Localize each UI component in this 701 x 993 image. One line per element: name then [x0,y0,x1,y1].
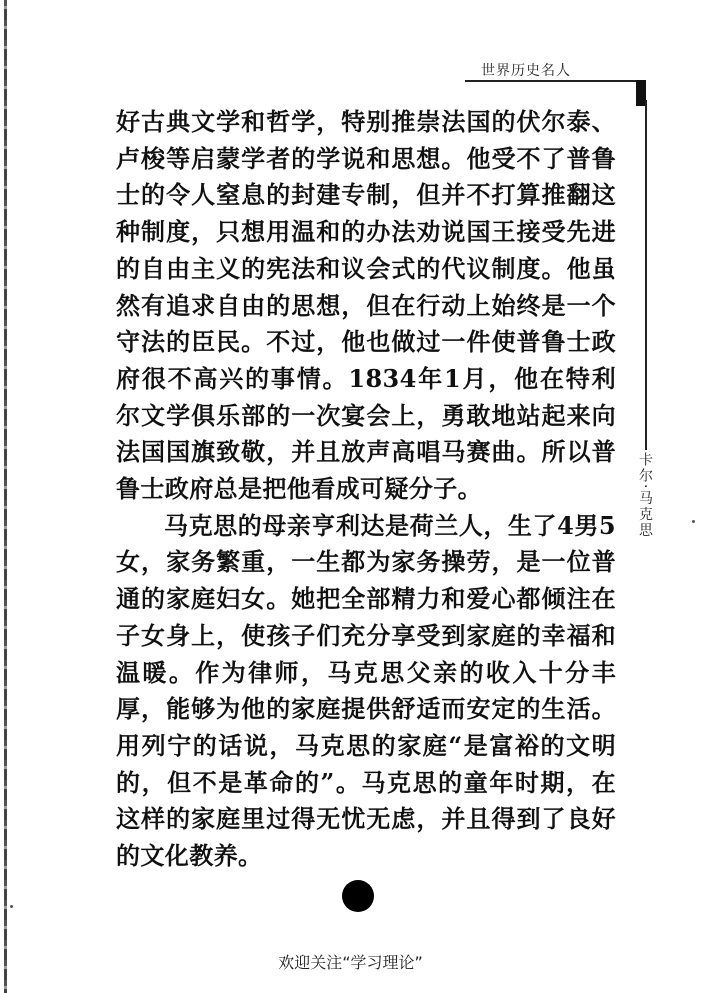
paragraph: 马克思的母亲亨利达是荷兰人，生了4男5女，家务繁重，一生都为家务操劳，是一位普通的家庭妇女。她把全部精力和爱心都倾注在子女身上，使孩子们充分享受到家庭的幸福和温暖。作为律师，马克思父亲的收入十分丰厚，能够为他的家庭提供舒适而安定的生活。用列宁的话说，马克思的家庭“是富裕的文明的，但不是革命的”。马克思的童年时期，在这样的家庭里过得无忧无虑，并且得到了良好的文化教养。 [116,510,616,871]
body-text [116,104,616,875]
paragraph: 好古典文学和哲学，特别推崇法国的伏尔泰、卢梭等启蒙学者的学说和思想。他受不了普鲁士的令人窒息的封建专制，但并不打算推翻这种制度，只想用温和的办法劝说国王接受先进的自由主义的宪法和议会式的代议制度。他虽然有追求自由的思想，但在行动上始终是一个守法的臣民。不过，他也做过一件使普鲁士政府很不高兴的事情。1834年1月，他在特利尔文学俱乐部的一次宴会上，勇敢地站起来向法国国旗致敬，并且放声高唱马赛曲。所以普鲁士政府总是把他看成可疑分子。 [116,107,616,504]
scan-edge [4,0,7,993]
scan-dot [10,905,13,908]
header-rule [465,80,640,82]
chapter-side-label: 卡尔·马克思 [637,452,653,539]
footer-note: 欢迎关注“学习理论” [278,953,423,972]
scan-dot [692,520,695,523]
page-ornament-dot [342,880,374,912]
running-head: 世界历史名人 [481,63,571,79]
side-rule [645,100,647,450]
